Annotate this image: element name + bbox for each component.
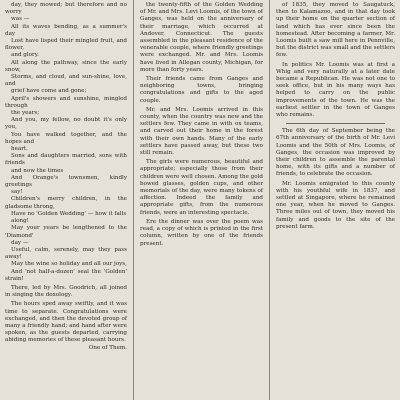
poem-line: Sons and daughters married, sons with friends <box>5 153 127 167</box>
poem-line: All along the pathway, since the early snow, <box>5 59 127 73</box>
article-paragraph: Ere the dinner was over the poem was read, a copy of which is printed in the first column, written by one of the friends present. <box>140 218 263 247</box>
poem-line: grief have come and gone; <box>11 88 87 95</box>
right-column <box>271 0 400 400</box>
poem-line: say! <box>11 189 23 196</box>
poem-line: Storms, and cloud, and sun-shine, love, and <box>5 74 127 88</box>
article-paragraph: the twenty-fifth of the Golden Wedding of Mr. and Mrs. Levi Loomis, of the town of Ganges, was held on the anniversary of their marriage, which occurred at Andover, Connecticut. The guests assembled in the pleasant residence of the venerable couple, where friendly greetings were exchanged. Mr. and Mrs. Loomis have lived in Allegan county, Michigan, for more than forty years. <box>140 2 263 73</box>
poem-line: and glory. <box>11 52 39 59</box>
poem-line: Useful, calm, serenely, may they pass away! <box>5 246 127 261</box>
poem-line: and now the times <box>11 167 64 174</box>
article-paragraph: The 6th day of September being the 67th anniversary of the birth of Mr. Levi Loomis and the 50th of Mrs. Loomis, of Ganges, the occasion was improved by their children to assemble the parental home, with its gifts and a number of friends, to celebrate the occasion. <box>276 128 395 178</box>
signature: One of Them. <box>88 344 127 351</box>
narrative-paragraph: There, led by Mrs. Goodrich, all joined in singing the doxology. <box>5 284 127 299</box>
poem-line: And Orange's townsmen, kindly greetings <box>5 174 127 189</box>
poem-line: day, they mowed; but therefore and no worry <box>5 2 127 16</box>
article-paragraph: Their friends came from Ganges and neighboring towns, bringing congratulations and gifts to the aged couple. <box>140 76 263 104</box>
poem-line: along! <box>11 218 29 225</box>
article-paragraph: The girls were numerous, beautiful and appropriate; especially those from their children were well chosen. Among the gold bowed glasses, golden cups, and other memorials of the day, were many tokens of affection. Indeed the family and appropriate gifts, from the numerous friends, were an interesting spectacle. <box>140 159 263 216</box>
poem-line: And you, my fellow, no doubt it's only you, <box>5 117 127 131</box>
poem-line: day — <box>11 239 29 246</box>
poem-line: Children's merry children, in the gladsome throng, <box>5 196 127 210</box>
left-column <box>0 0 132 400</box>
poem-line: heart. <box>11 146 28 153</box>
poem-line: was — <box>11 16 30 23</box>
poem-line: Have no 'Golden Wedding' — how it falls <box>11 210 127 217</box>
article-paragraph: Mr. Loomis emigrated to this county with his youthful wife in 1837, and settled at Singapore, where he remained one year, when he moved to Ganges. Three miles out of town, they moved his family and goods to the site of the present farm. <box>276 180 395 230</box>
middle-column <box>135 0 268 400</box>
poem-line: You have walked together, and the hopes and <box>5 131 127 145</box>
poem-line: April's showers and sunshine, mingled through <box>5 95 127 109</box>
poem-line: May the wine so holiday and all our joys, <box>11 261 127 268</box>
poem-line: All its waves bending, as a summer's day <box>5 23 127 37</box>
column-rule <box>269 0 270 400</box>
section-divider <box>286 123 385 124</box>
article-paragraph: In politics Mr. Loomis was at first a Whig and very naturally at a later date became a Republican. He was not one to seek office, but in his many ways has helped to carry on the public improvements of the town. He was the earliest settler in the town of Ganges who remains. <box>276 61 395 119</box>
article-paragraph: Mr. and Mrs. Loomis arrived in this county, when the country was new and the settlers few. They came in with ox teams, and carved out their home in the forest with their own hands. Many of the early settlers have passed away, but these two still remain. <box>140 106 263 157</box>
article-paragraph: of 1835, they moved to Saugatuck, then to Kalamazoo, and in that day took up their home on the quarter section of land which has ever since been the homestead. After becoming a farmer, Mr. Loomis built a saw mill here in Pennville, but the district was small and the settlers few. <box>276 2 395 59</box>
poem-line: May your years be lengthened to the 'Diamond' <box>5 225 127 239</box>
poem-line: Lost have lisped their mingled fruit, and flower, <box>5 38 127 52</box>
narrative-paragraph: The hours sped away swiftly, and it was time to separate. Congratulations were exchanged, and then the devoted group of many a friendly hand; and hand after were spoken, as the guests departed, carrying abiding memories of these pleasant hours. <box>5 301 127 344</box>
poem <box>5 2 127 283</box>
poem-line: the years; <box>11 110 40 117</box>
column-rule <box>133 0 134 400</box>
poem-line: And 'not half-a-dozen' seal the 'Golden' strain! <box>5 268 127 282</box>
